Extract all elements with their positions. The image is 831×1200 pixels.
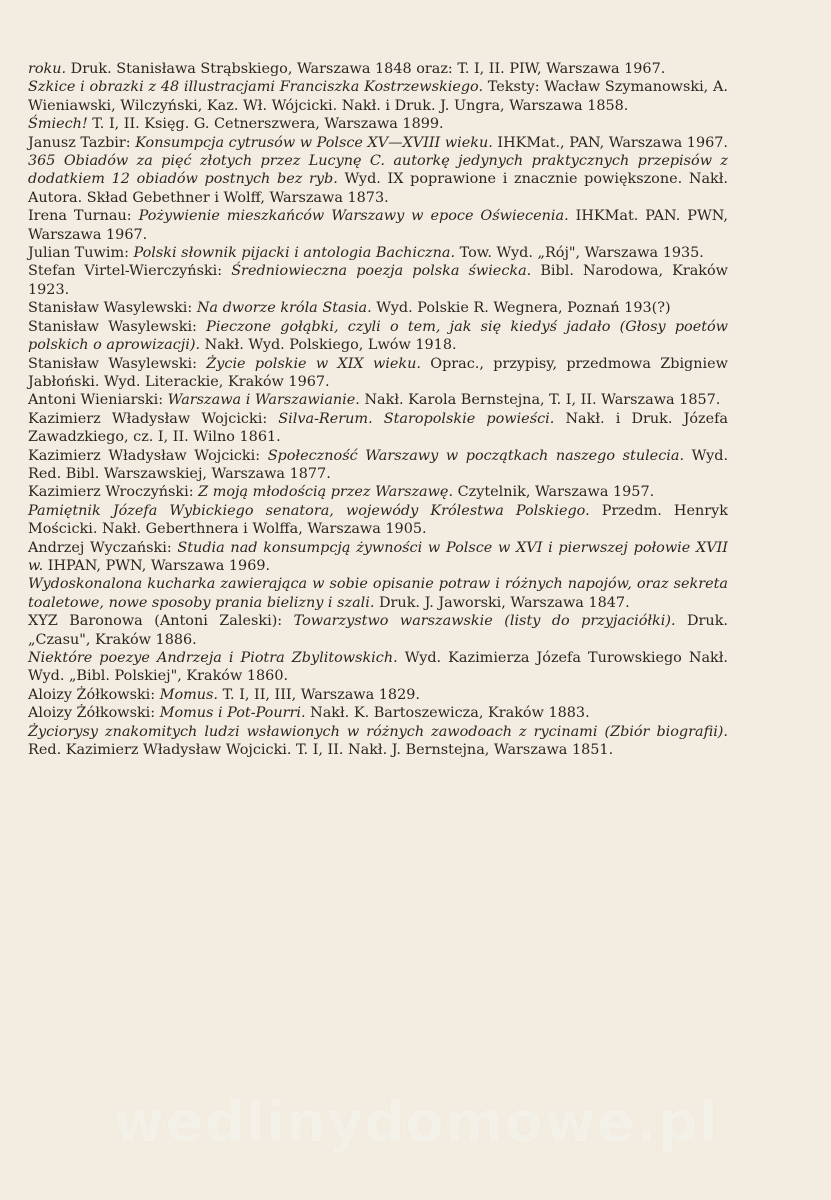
entry-author: Stanisław Wasylewski: xyxy=(28,300,197,317)
entry-title: Warszawa i Warszawianie. xyxy=(167,392,360,409)
entry-title: Wydoskonalona kucharka zawierająca w sobie opisanie potraw i różnych napojów, oraz sekreta toaletowe, nowe sposoby prania bielizny i szali. xyxy=(28,576,728,611)
bibliography-entry xyxy=(28,262,728,299)
entry-details: Nakł. K. Bartoszewicza, Kraków 1883. xyxy=(305,705,590,722)
entry-details: Red. Kazimierz Władysław Wojcicki. T. I, II. Nakł. J. Bernstejna, Warszawa 1851. xyxy=(28,742,614,759)
entry-details: T. I, II, III, Warszawa 1829. xyxy=(218,686,420,703)
bibliography-entry xyxy=(28,134,728,152)
bibliography-entry xyxy=(28,502,728,539)
entry-details: Druk. Stanisława Strąbskiego, Warszawa 1848 oraz: T. I, II. PIW, Warszawa 1967. xyxy=(66,61,666,77)
entry-title: Średniowieczna poezja polska świecka. xyxy=(231,263,532,280)
entry-details: IHPAN, PWN, Warszawa 1969. xyxy=(43,557,271,574)
entry-title: Towarzystwo warszawskie (listy do przyjaciółki). xyxy=(293,613,676,630)
entry-details: Wyd. Polskie R. Wegnera, Poznań 193(?) xyxy=(371,300,671,317)
entry-details: Wyd. Red. Bibl. Warszawskiej, Warszawa 1877. xyxy=(28,447,729,482)
entry-title: roku. xyxy=(28,61,67,77)
entry-title: Studia nad konsumpcją żywności w Polsce w XVI i pierwszej połowie XVII w. xyxy=(28,539,728,574)
entry-title: 365 Obiadów za pięć złotych przez Lucynę C. autorkę jedynych praktycznych przepisów z dodatkiem 12 obiadów postnych bez ryb. xyxy=(28,153,728,188)
bibliography-entry xyxy=(28,612,728,649)
bibliography-entry xyxy=(28,244,728,262)
bibliography-list xyxy=(28,60,728,759)
bibliography-entry xyxy=(28,723,728,760)
entry-title: Na dworze króla Stasia. xyxy=(196,300,372,317)
entry-details: Nakł. Wyd. Polskiego, Lwów 1918. xyxy=(200,337,457,354)
entry-details: Wyd. IX poprawione i znacznie powiększone. Nakł. Autora. Skład Gebethner i Wolff, Warszawa 1873. xyxy=(28,171,728,206)
entry-details: Bibl. Narodowa, Kraków 1923. xyxy=(28,263,728,298)
entry-details: Oprac., przypisy, przedmowa Zbigniew Jabłoński. Wyd. Literackie, Kraków 1967. xyxy=(28,355,728,390)
bibliography-entry xyxy=(28,152,728,207)
entry-author: Aloizy Żółkowski: xyxy=(28,686,160,703)
entry-details: Teksty: Wacław Szymanowski, A. Wieniawski, Wilczyński, Kaz. Wł. Wójcicki. Nakł. i Druk. J. Ungra, Warszawa 1858. xyxy=(28,79,728,114)
bibliography-entry xyxy=(28,355,728,392)
bibliography-entry xyxy=(28,447,728,484)
bibliography-entry xyxy=(28,115,728,133)
entry-details: IHKMat., PAN, Warszawa 1967. xyxy=(492,134,728,151)
bibliography-entry xyxy=(28,686,728,704)
bibliography-entry xyxy=(28,391,728,409)
bibliography-entry xyxy=(28,299,728,317)
entry-details: Druk. J. Jaworski, Warszawa 1847. xyxy=(374,594,630,611)
entry-details: Tow. Wyd. „Rój", Warszawa 1935. xyxy=(455,245,704,262)
bibliography-entry xyxy=(28,649,728,686)
entry-title: Polski słownik pijacki i antologia Bachiczna. xyxy=(133,245,456,262)
entry-title: Konsumpcja cytrusów w Polsce XV—XVIII wieku. xyxy=(135,134,493,151)
bibliography-entry xyxy=(28,575,728,612)
entry-title: Społeczność Warszawy w początkach naszego stulecia. xyxy=(267,447,685,464)
bibliography-entry xyxy=(28,410,728,447)
entry-title: Niektóre poezye Andrzeja i Piotra Zbylitowskich. xyxy=(28,650,398,666)
entry-title: Pożywienie mieszkańców Warszawy w epoce Oświecenia. xyxy=(138,208,569,225)
entry-author: Andrzej Wyczański: xyxy=(28,539,178,556)
bibliography-entry xyxy=(28,60,728,78)
entry-author: XYZ Baronowa (Antoni Zaleski): xyxy=(28,613,294,630)
entry-details: IHKMat. PAN. PWN, Warszawa 1967. xyxy=(28,208,728,243)
entry-author: Kazimierz Wroczyński: xyxy=(28,484,199,501)
entry-author: Julian Tuwim: xyxy=(28,245,134,262)
entry-details: Nakł. i Druk. Józefa Zawadzkiego, cz. I, II. Wilno 1861. xyxy=(28,410,729,446)
entry-details: Czytelnik, Warszawa 1957. xyxy=(453,484,655,501)
entry-author: Kazimierz Władysław Wojcicki: xyxy=(28,410,279,427)
entry-title: Śmiech! xyxy=(28,116,88,133)
entry-title: Szkice i obrazki z 48 illustracjami Franciszka Kostrzewskiego. xyxy=(28,79,484,96)
entry-author: Kazimierz Władysław Wojcicki: xyxy=(28,447,268,464)
entry-details: Wyd. Kazimierza Józefa Turowskiego Nakł. Wyd. „Bibl. Polskiej", Kraków 1860. xyxy=(28,650,729,685)
bibliography-entry xyxy=(28,539,728,576)
entry-author: Janusz Tazbir: xyxy=(28,134,136,151)
entry-details: Nakł. Karola Bernstejna, T. I, II. Warszawa 1857. xyxy=(359,392,721,409)
entry-details: Druk. „Czasu", Kraków 1886. xyxy=(28,613,728,648)
watermark: wedlinydomowe.pl xyxy=(112,1090,720,1155)
bibliography-entry xyxy=(28,207,728,244)
bibliography-entry xyxy=(28,318,728,355)
entry-title: Pamiętnik Józefa Wybickiego senatora, wojewódy Królestwa Polskiego. xyxy=(28,502,590,519)
entry-title: Pieczone gołąbki, czyli o tem, jak się kiedyś jadało (Głosy poetów polskich o aprowizacji). xyxy=(28,318,728,354)
entry-title: Z moją młodością przez Warszawę. xyxy=(198,484,454,501)
entry-author: Aloizy Żółkowski: xyxy=(28,705,160,722)
entry-title: Życiorysy znakomitych ludzi wsławionych w różnych zawodoach z rycinami (Zbiór biografii). xyxy=(28,723,728,740)
entry-author: Stefan Virtel-Wierczyński: xyxy=(28,263,232,280)
entry-author: Irena Turnau: xyxy=(28,208,139,225)
entry-author: Stanisław Wasylewski: xyxy=(28,318,207,335)
entry-title: Silva-Rerum. Staropolskie powieści. xyxy=(278,410,555,427)
entry-title: Życie polskie w XIX wieku. xyxy=(206,355,421,372)
entry-details: T. I, II. Księg. G. Cetnerszwera, Warszawa 1899. xyxy=(87,116,444,133)
entry-details: Przedm. Henryk Mościcki. Nakł. Geberthnera i Wolffa, Warszawa 1905. xyxy=(28,502,728,538)
bibliography-entry xyxy=(28,78,728,115)
bibliography-entry xyxy=(28,704,728,722)
entry-title: Momus i Pot-Pourri. xyxy=(159,705,306,722)
entry-author: Stanisław Wasylewski: xyxy=(28,355,207,372)
entry-title: Momus. xyxy=(159,686,218,703)
entry-author: Antoni Wieniarski: xyxy=(28,392,168,409)
bibliography-entry xyxy=(28,483,728,501)
